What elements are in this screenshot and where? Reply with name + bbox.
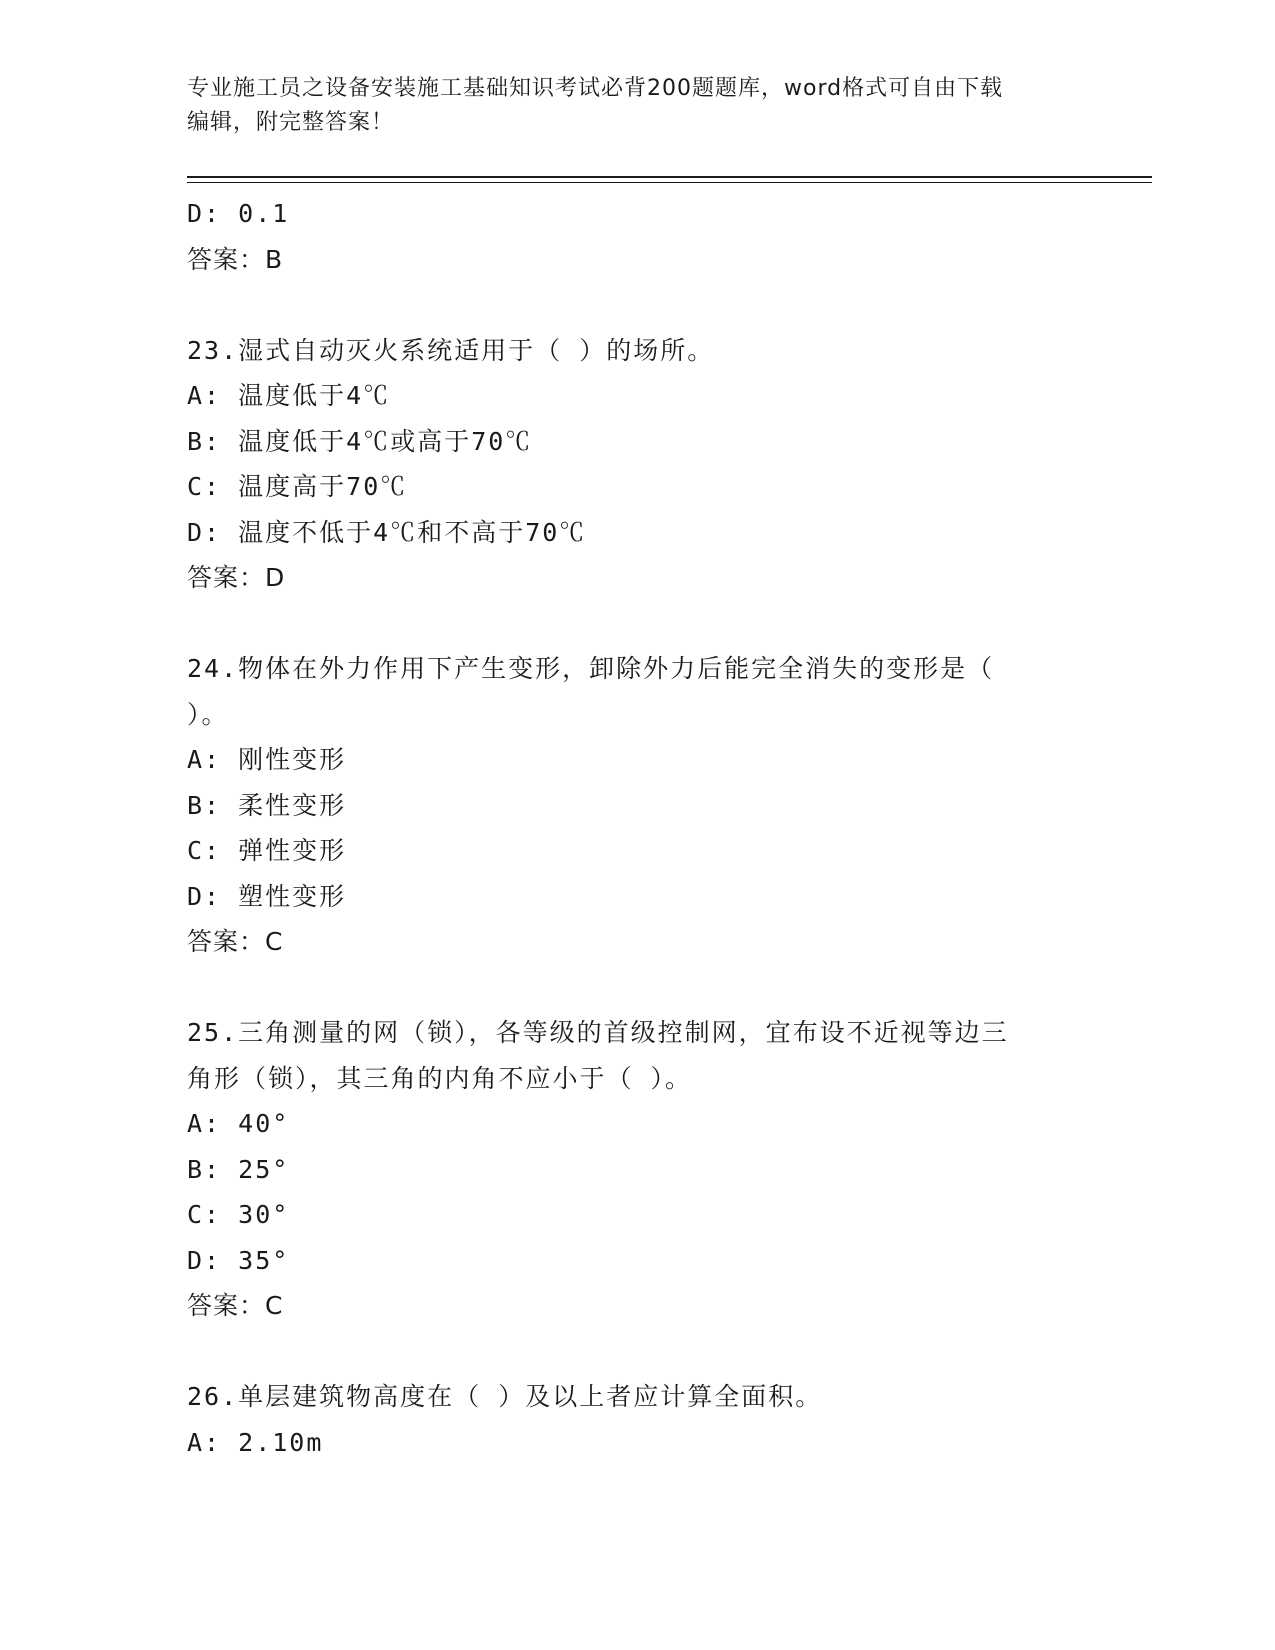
question-text-line-2: 角形（锁），其三角的内角不应小于（ ）。 [187, 1063, 693, 1093]
header-divider-thin [187, 182, 1152, 183]
question-text-line-2: ）。 [187, 699, 229, 729]
option-a: A: 40° [187, 1109, 290, 1138]
document-header [187, 72, 1067, 140]
question-text: 26.单层建筑物高度在（ ）及以上者应计算全面积。 [187, 1382, 823, 1411]
question-22 [187, 191, 1087, 282]
answer: 答案：C [187, 1291, 284, 1320]
option-b: B: 柔性变形 [187, 790, 347, 820]
question-text: 23.湿式自动灭火系统适用于（ ）的场所。 [187, 335, 715, 365]
spacer [187, 601, 1087, 647]
option-c: C: 温度高于70℃ [187, 472, 408, 501]
answer: 答案：B [187, 244, 284, 274]
spacer [187, 965, 1087, 1011]
option-c: C: 30° [187, 1200, 290, 1229]
question-text-line-1: 24.物体在外力作用下产生变形，卸除外力后能完全消失的变形是（ [187, 654, 995, 683]
answer: 答案：D [187, 563, 286, 592]
option-d: D: 温度不低于4℃和不高于70℃ [187, 517, 587, 547]
question-text-line-1: 25.三角测量的网（锁），各等级的首级控制网，宜布设不近视等边三 [187, 1018, 1009, 1047]
spacer [187, 282, 1087, 328]
option-a: A: 温度低于4℃ [187, 381, 391, 410]
question-list [187, 191, 1087, 1465]
option-d: D: 35° [187, 1245, 290, 1275]
question-25 [187, 1010, 1087, 1329]
option-a: A: 刚性变形 [187, 745, 347, 774]
option-c: C: 弹性变形 [187, 836, 347, 865]
header-line-1: 专业施工员之设备安装施工基础知识考试必背200题题库，word格式可自由下载 [187, 76, 1004, 101]
header-line-2: 编辑，附完整答案！ [187, 110, 395, 135]
question-26 [187, 1374, 1087, 1465]
question-24 [187, 646, 1087, 965]
answer: 答案：C [187, 927, 284, 956]
option-a: A: 2.10m [187, 1427, 324, 1457]
option-d: D: 塑性变形 [187, 881, 347, 911]
option-d: D: 0.1 [187, 199, 290, 228]
spacer [187, 1329, 1087, 1375]
option-b: B: 25° [187, 1154, 290, 1184]
question-23 [187, 328, 1087, 601]
header-divider-thick [187, 176, 1152, 178]
option-b: B: 温度低于4℃或高于70℃ [187, 426, 533, 456]
